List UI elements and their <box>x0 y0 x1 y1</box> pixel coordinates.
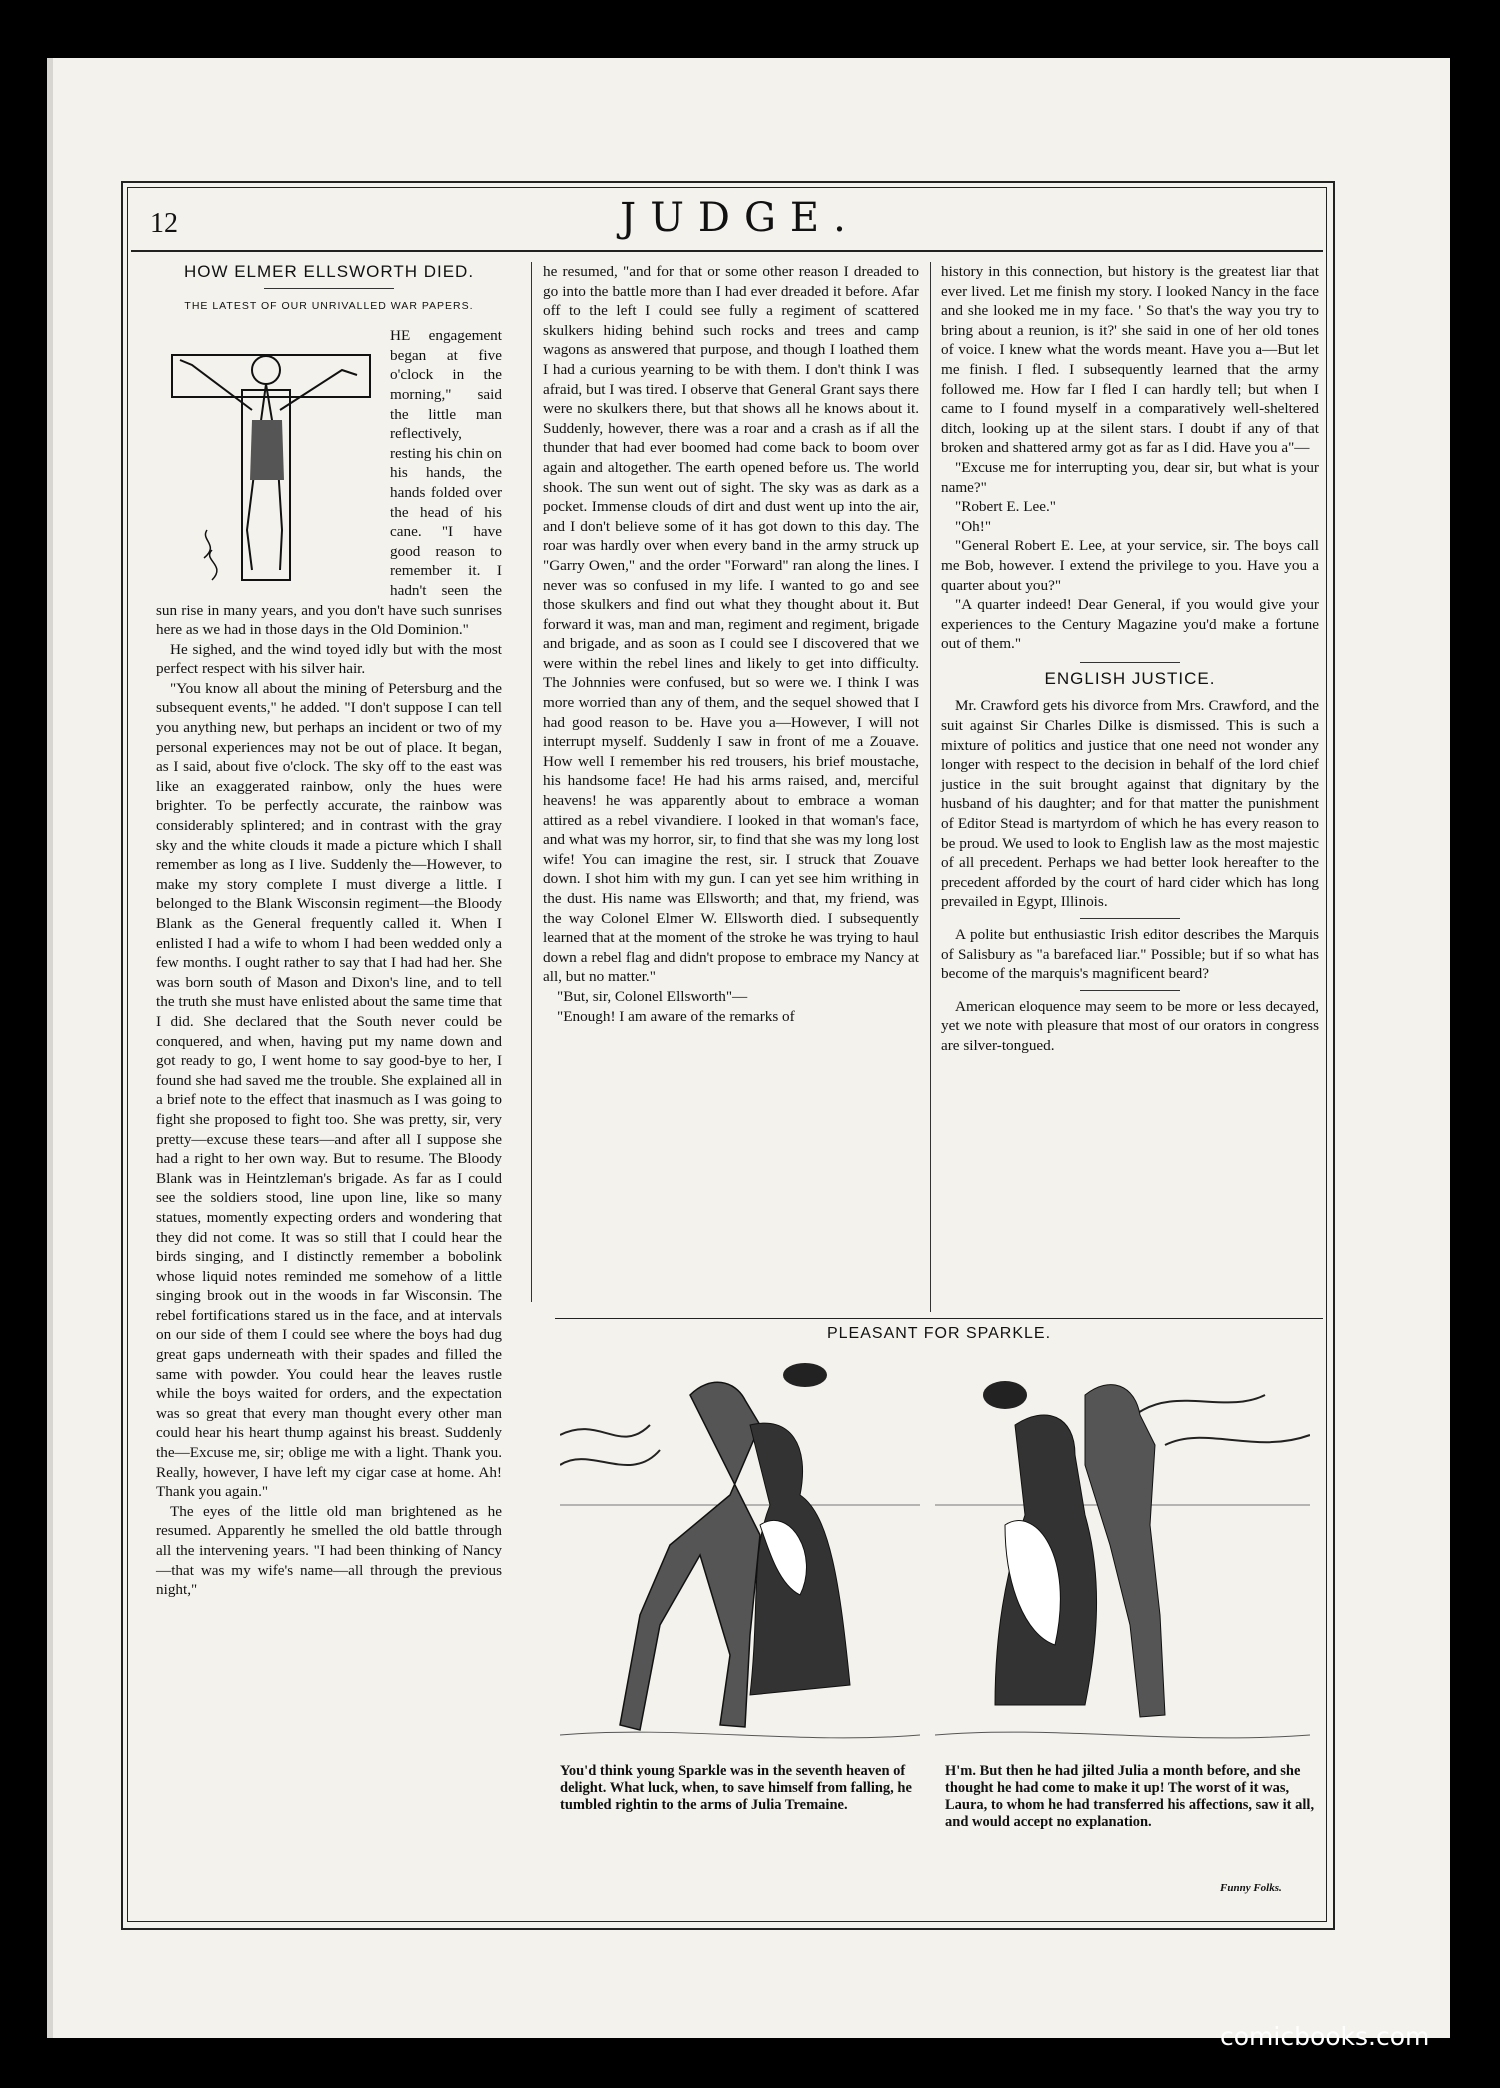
paragraph: "General Robert E. Lee, at your service, sir. The boys call me Bob, however. I extend the privilege to you. Have you a quarter about you?" <box>941 537 1319 594</box>
article-column-2 <box>543 262 919 1026</box>
page-edge <box>47 58 53 2038</box>
section-rule <box>1080 918 1180 919</box>
masthead: JUDGE. <box>620 195 860 241</box>
paragraph: HE engagement began at five o'clock in the morning," said the little man reflectively, resting his chin on his hands, the hands folded over the head of his cane. "I have good reason to remember it. I hadn't seen the sun rise in many years, and you don't have such sunrises here as we had in those days in the Old Dominion." <box>156 327 502 639</box>
column-rule-2 <box>930 262 931 1312</box>
article-title: HOW ELMER ELLSWORTH DIED. <box>183 262 475 281</box>
title-rule <box>264 288 394 289</box>
cartoon-caption-left: You'd think young Sparkle was in the seventh heaven of delight. What luck, when, to save himself from falling, he tumbled rightin to the arms of Julia Tremaine. <box>560 1763 912 1813</box>
paragraph: "Oh!" <box>955 517 992 535</box>
paragraph: Mr. Crawford gets his divorce from Mrs. Crawford, and the suit against Sir Charles Dilke is dismissed. This is such a mixture of politics and justice that one need not wonder any longer with respect to the decision in behalf of the lord chief justice in the suit brought against that dignitary by the husband of his daughter; and for that matter the punishment of Editor Stead is martyrdom of which he has every reason to be proud. We used to look to English law as the most majestic of all precedent. Perhaps we had better look hereafter to the precedent afforded by the court of hard cider which has long prevailed in Egypt, Illinois. <box>941 697 1319 911</box>
section-rule <box>1080 990 1180 991</box>
article-title-english-justice: ENGLISH JUSTICE. <box>1044 668 1216 688</box>
cartoon-panel-left <box>560 1355 920 1755</box>
paragraph: American eloquence may seem to be more or less decayed, yet we note with pleasure that most of our orators in congress are silver-tongued. <box>941 997 1319 1054</box>
paragraph: He sighed, and the wind toyed idly but with the most perfect respect with his silver hair. <box>156 640 502 678</box>
header-rule <box>131 250 1323 252</box>
paragraph: history in this connection, but history is the greatest liar that ever lived. Let me finish my story. I looked Nancy in the face and she looked me in my face. ' So that's the way you try to bring about a reunion, is it?' she said in one of her old tones of voice. I knew what the words meant. Have you a—But let me finish. I fled. I subsequently learned that the army followed me. How far I fled I can hardly tell; but when I came to I found myself in a comparatively well-sheltered ditch, looking up at the silent stars. I doubt if any of that broken and shattered army got as far as I did. Have you a"— <box>941 263 1319 457</box>
article-column-3 <box>941 262 1319 1056</box>
article-column-1 <box>156 262 502 1600</box>
paragraph: "You know all about the mining of Petersburg and the subsequent events," he added. "I don't suppose I can tell you anything new, but perhaps an incident or two of my personal experiences may not be out of place. It began, as I said, about five o'clock. The sky off to the east was like an exaggerated rainbow, only the hues were brighter. To be perfectly accurate, the rainbow was considerably splintered; and in contrast with the gray sky and the white clouds it made a picture which I shall remember as long as I live. Suddenly the—However, to make my story complete I must diverge a little. I belonged to the Blank Wisconsin regiment—the Bloody Blank as the General frequently called it. When I enlisted I had a wife to whom I had been wedded only a few months. I ought rather to say that I had had her. She was born south of Mason and Dixon's line, and to tell the truth she must have enlisted about the same time that I did. She declared that the South never could be conquered, and when, having put my name down and got ready to go, I went home to say good-bye to her, I found she had saved me the trouble. She explained all in a brief note to the effect that inasmuch as I was going to fight she proposed to fight too. She was pretty, sir, very pretty—excuse these tears—and after all I suppose she had a right to her own way. But to resume. The Bloody Blank was in Heintzleman's brigade. As far as I could see the soldiers stood, line upon line, like so many statues, momently expecting orders and wondering that they did not come. It was so still that I could hear the birds singing, and I distinctly remember a bobolink whose liquid notes reminded me somehow of a little singing brook out in the woods in far Wisconsin. The rebel fortifications stared us in the face, and at intervals on our side of them I could see where the boys had dug great gaps underneath with their spades and filled the same with powder. You could hear the leaves rustle while the boys waited for orders, and the expectation was so great that every man thought every other man could hear his heart thump against his breast. Suddenly the—Excuse me, sir; oblige me with a light. Thank you. Really, however, I have left my cigar case at home. Ah! Thank you again." <box>156 679 502 1501</box>
article-subtitle: THE LATEST OF OUR UNRIVALLED WAR PAPERS. <box>184 299 474 312</box>
section-rule <box>1080 662 1180 663</box>
cartoon-panel-right <box>935 1355 1310 1755</box>
paragraph: he resumed, "and for that or some other reason I dreaded to go into the battle more than I had ever dreaded it before. Afar off to the left I could see fully a regiment of scattered skulkers hiding behind such rocks and trees and camp wagons as answered that purpose, and though I loathed them I had a curious yearning to be with them. I don't think I was afraid, but I was tired. I observe that General Grant says there were no skulkers there, but that shows all he knows about it. Suddenly, however, there was a roar and a crash as if all the thunder that had ever boomed had come back to boom over again and altogether. The earth opened before us. The world shook. The sun went out of sight. The sky was as dark as a pocket. Immense clouds of dirt and dust went up into the air, and I don't believe some of it has got down to this day. The roar was hardly over when every band in the army struck up "Garry Owen," and the order "Forward" ran along the lines. I never was so confused in my life. I wanted to go and see those skulkers and find out what they thought about it. But forward it was, man and man, regiment and regiment, brigade and brigade, and as soon as I could see I discovered that we were within the rebel lines and likely to get into difficulty. The Johnnies were confused, but so were we. I think I was more worried than any of them, and the sequel showed that I had good reason to be. Have you a—However, I will not interrupt myself. Suddenly I saw in front of me a Zouave. How well I remember his red trousers, his brief moustache, his handsome face! He had his arms raised, and, merciful heavens! he was apparently about to embrace a woman attired as a rebel vivandiere. I looked in that woman's face, and what was my horror, sir, to find that she was my long lost wife! You can imagine the rest, sir. I struck that Zouave down. I shot him with my gun. I can yet see him writhing in the dust. His name was Ellsworth; and that, my friend, was the way Colonel Elmer W. Ellsworth died. I subsequently learned that at the moment of the stroke he was trying to haul down a rebel flag and didn't propose to embrace my Nancy at all, but no matter." <box>543 263 919 986</box>
cartoon-caption-right: H'm. But then he had jilted Julia a month before, and she thought he had come to make it up! The worst of it was, Laura, to whom he had transferred his affections, saw it all, and would accept no explanation. <box>945 1763 1315 1830</box>
paragraph: "A quarter indeed! Dear General, if you would give your experiences to the Century Magazine you'd make a fortune out of them." <box>941 596 1319 653</box>
paragraph: "But, sir, Colonel Ellsworth"— <box>557 987 748 1005</box>
paragraph: A polite but enthusiastic Irish editor describes the Marquis of Salisbury as "a barefaced liar." Possible; but if so what has become of the marquis's magnificent beard? <box>941 926 1319 983</box>
cartoon-top-rule <box>555 1318 1323 1319</box>
paragraph: "Excuse me for interrupting you, dear sir, but what is your name?" <box>941 458 1319 496</box>
column-rule-1 <box>531 262 532 1302</box>
right-margin-strip <box>1454 0 1500 2088</box>
illustrated-initial-t-figure <box>152 330 380 595</box>
paragraph: "Robert E. Lee." <box>955 498 1056 516</box>
paragraph: The eyes of the little old man brightened as he resumed. Apparently he smelled the old battle through all the intervening years. "I had been thinking of Nancy—that was my wife's name—all through the previous night," <box>156 1502 502 1599</box>
cartoon-credit: Funny Folks. <box>1220 1882 1282 1894</box>
cartoon-title: PLEASANT FOR SPARKLE. <box>826 1325 1052 1342</box>
page-number: 12 <box>150 208 178 239</box>
paragraph: "Enough! I am aware of the remarks of <box>557 1007 795 1025</box>
watermark: comicbooks.com <box>1220 2022 1430 2051</box>
